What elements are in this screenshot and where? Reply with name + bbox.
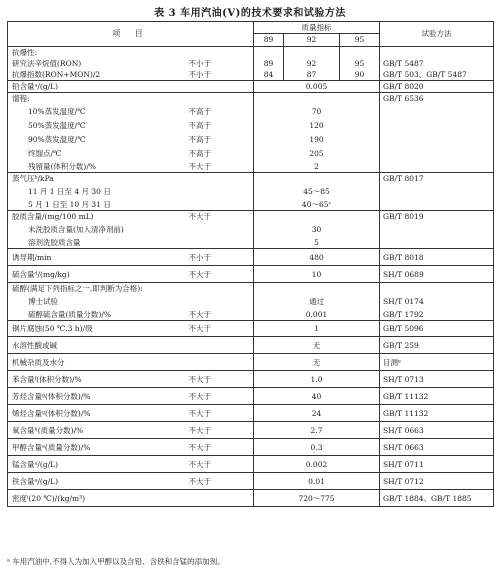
row-item-label: 硫醇(满足下列指标之一,即判断为合格):: [8, 283, 186, 295]
table-row: [8, 371, 494, 388]
row-item-label: 硫含量ᵈ/(mg/kg): [8, 266, 186, 283]
row-value-all-grades: 2.7: [254, 422, 380, 439]
row-item-label: 硫醇硫含量(质量分数)/%: [8, 309, 186, 321]
row-item-label: 胶质含量/(mg/100 mL): [8, 211, 186, 223]
row-test-method: GB/T 5096: [380, 321, 494, 337]
row-limit: 不高于: [186, 147, 254, 161]
table-row: [8, 456, 494, 473]
table-row: [8, 147, 494, 161]
table-row: [8, 422, 494, 439]
row-limit: 不高于: [186, 119, 254, 133]
row-item-label: 研究法辛烷值(RON): [8, 58, 186, 69]
row-test-method: SH/T 0663: [380, 439, 494, 456]
header-grade-89: 89: [254, 34, 284, 47]
row-item-label: 抗爆性:: [8, 47, 186, 58]
row-value-all-grades: 40～65ᶜ: [254, 199, 380, 211]
row-value-all-grades: 0.001: [254, 309, 380, 321]
row-limit: [186, 237, 254, 249]
row-value-all-grades: [254, 283, 380, 295]
row-item-label: 博士试验: [8, 295, 186, 309]
table-row: [8, 283, 494, 295]
row-test-method: GB/T 259: [380, 337, 494, 354]
row-value-all-grades: 45～85: [254, 185, 380, 199]
header-item: 项 目: [8, 22, 254, 47]
row-limit: [186, 81, 254, 93]
row-limit: [186, 223, 254, 237]
row-test-method: GB/T 8017: [380, 173, 494, 185]
row-item-label: 终馏点/℃: [8, 147, 186, 161]
row-limit: 不大于: [186, 266, 254, 283]
table-row: [8, 47, 494, 58]
row-test-method: [380, 185, 494, 199]
row-test-method: GB/T 8018: [380, 249, 494, 266]
row-value-all-grades: [254, 211, 380, 223]
row-test-method: SH/T 0711: [380, 456, 494, 473]
row-limit: 不小于: [186, 249, 254, 266]
row-test-method: SH/T 0663: [380, 422, 494, 439]
row-item-label: 密度ⁱ(20 ℃)/(kg/m³): [8, 490, 186, 507]
row-limit: [186, 93, 254, 105]
row-test-method: [380, 47, 494, 58]
row-value-all-grades: 无: [254, 354, 380, 371]
row-test-method: SH/T 0174: [380, 295, 494, 309]
row-test-method: GB/T 503、GB/T 5487: [380, 69, 494, 81]
row-item-label: 50%蒸发温度/℃: [8, 119, 186, 133]
row-item-label: 诱导期/min: [8, 249, 186, 266]
table-row: [8, 237, 494, 249]
table-row: [8, 69, 494, 81]
row-value-all-grades: [254, 173, 380, 185]
row-limit: 不小于: [186, 69, 254, 81]
table-row: [8, 266, 494, 283]
row-limit: 不大于: [186, 321, 254, 337]
row-test-method: GB/T 1792: [380, 309, 494, 321]
table-row: [8, 81, 494, 93]
table-row: [8, 354, 494, 371]
table-row: [8, 439, 494, 456]
row-limit: [186, 337, 254, 354]
row-item-label: 11 月 1 日至 4 月 30 日: [8, 185, 186, 199]
row-value-all-grades: 120: [254, 119, 380, 133]
row-value-grade-89: 84: [254, 69, 284, 81]
row-test-method: SH/T 0689: [380, 266, 494, 283]
table-row: [8, 309, 494, 321]
row-test-method: GB/T 5487: [380, 58, 494, 69]
row-item-label: 氧含量ʰ(质量分数)/%: [8, 422, 186, 439]
row-value-all-grades: 190: [254, 133, 380, 147]
row-limit: 不大于: [186, 388, 254, 405]
row-value-grade-92: 92: [284, 58, 340, 69]
row-value-all-grades: [254, 93, 380, 105]
row-test-method: [380, 283, 494, 295]
row-value-grade-92: 87: [284, 69, 340, 81]
row-test-method: [380, 161, 494, 173]
row-value-all-grades: 1.0: [254, 371, 380, 388]
row-value-all-grades: 0.01: [254, 473, 380, 490]
row-item-label: 苯含量ᶠ(体积分数)/%: [8, 371, 186, 388]
table-row: [8, 405, 494, 422]
row-test-method: SH/T 0712: [380, 473, 494, 490]
row-limit: 不高于: [186, 133, 254, 147]
row-item-label: 抗爆指数(RON+MON)/2: [8, 69, 186, 81]
row-item-label: 铜片腐蚀(50 ℃,3 h)/级: [8, 321, 186, 337]
row-limit: 不大于: [186, 405, 254, 422]
row-value-grade-89: 89: [254, 58, 284, 69]
table-row: [8, 223, 494, 237]
row-item-label: 铁含量ᵃ/(g/L): [8, 473, 186, 490]
row-test-method: GB/T 11132: [380, 405, 494, 422]
row-value-all-grades: 0.005: [254, 81, 380, 93]
table-row: [8, 211, 494, 223]
row-limit: [186, 173, 254, 185]
table-row: [8, 58, 494, 69]
row-value-all-grades: 10: [254, 266, 380, 283]
row-value-all-grades: 通过: [254, 295, 380, 309]
row-value-all-grades: 2: [254, 161, 380, 173]
row-value-grade-95: [340, 47, 380, 58]
row-value-all-grades: 无: [254, 337, 380, 354]
row-item-label: 10%蒸发温度/℃: [8, 105, 186, 119]
table-row: [8, 199, 494, 211]
table-row: [8, 105, 494, 119]
table-row: [8, 133, 494, 147]
row-limit: 不大于: [186, 456, 254, 473]
row-test-method: GB/T 11132: [380, 388, 494, 405]
row-value-all-grades: 1: [254, 321, 380, 337]
row-limit: [186, 490, 254, 507]
table-row: [8, 321, 494, 337]
row-item-label: 残留量(体积分数)/%: [8, 161, 186, 173]
row-test-method: [380, 133, 494, 147]
row-limit: 不大于: [186, 439, 254, 456]
row-value-all-grades: 0.002: [254, 456, 380, 473]
row-limit: [186, 354, 254, 371]
row-item-label: 蒸气压ᵇ/kPa: [8, 173, 186, 185]
row-limit: [186, 47, 254, 58]
table-caption: 表 3 车用汽油(Ⅴ)的技术要求和试验方法: [154, 8, 346, 19]
row-item-label: 铅含量ᵃ/(g/L): [8, 81, 186, 93]
table-row: [8, 161, 494, 173]
row-item-label: 甲醇含量ᵃ(质量分数)/%: [8, 439, 186, 456]
row-value-all-grades: 0.3: [254, 439, 380, 456]
row-test-method: [380, 105, 494, 119]
row-limit: 不大于: [186, 211, 254, 223]
row-test-method: 目测ᵉ: [380, 354, 494, 371]
row-test-method: [380, 237, 494, 249]
row-item-label: 溶剂洗胶质含量: [8, 237, 186, 249]
row-test-method: GB/T 6536: [380, 93, 494, 105]
row-limit: 不大于: [186, 473, 254, 490]
row-item-label: 馏程:: [8, 93, 186, 105]
row-value-all-grades: 480: [254, 249, 380, 266]
row-value-grade-95: 95: [340, 58, 380, 69]
table-row: [8, 249, 494, 266]
row-item-label: 锰含量ᵃ/(g/L): [8, 456, 186, 473]
row-limit: 不大于: [186, 371, 254, 388]
row-item-label: 机械杂质及水分: [8, 354, 186, 371]
row-limit: 不大于: [186, 422, 254, 439]
row-limit: [186, 283, 254, 295]
row-item-label: 90%蒸发温度/℃: [8, 133, 186, 147]
table-row: [8, 490, 494, 507]
header-grade-95: 95: [340, 34, 380, 47]
header-grade-group: 质量指标: [254, 22, 380, 34]
row-value-all-grades: 24: [254, 405, 380, 422]
table-row: [8, 337, 494, 354]
row-value-grade-89: [254, 47, 284, 58]
row-test-method: GB/T 8020: [380, 81, 494, 93]
row-item-label: 芳烃含量ᵍ(体积分数)/%: [8, 388, 186, 405]
row-test-method: SH/T 0713: [380, 371, 494, 388]
row-item-label: 5 月 1 日至 10 月 31 日: [8, 199, 186, 211]
row-limit: [186, 185, 254, 199]
row-limit: 不大于: [186, 161, 254, 173]
row-value-grade-95: 90: [340, 69, 380, 81]
header-method: 试验方法: [380, 22, 494, 47]
row-value-all-grades: 5: [254, 237, 380, 249]
row-test-method: [380, 119, 494, 133]
row-test-method: GB/T 1884、GB/T 1885: [380, 490, 494, 507]
table-row: [8, 119, 494, 133]
row-test-method: [380, 147, 494, 161]
row-test-method: GB/T 8019: [380, 211, 494, 223]
table-row: [8, 185, 494, 199]
table-row: [8, 388, 494, 405]
row-limit: [186, 295, 254, 309]
row-limit: 不小于: [186, 58, 254, 69]
spec-table: [7, 21, 494, 507]
row-value-grade-92: [284, 47, 340, 58]
row-test-method: [380, 199, 494, 211]
table-row: [8, 295, 494, 309]
header-grade-92: 92: [284, 34, 340, 47]
row-value-all-grades: 70: [254, 105, 380, 119]
row-limit: 不高于: [186, 105, 254, 119]
table-row: [8, 473, 494, 490]
row-test-method: [380, 223, 494, 237]
row-value-all-grades: 720～775: [254, 490, 380, 507]
row-item-label: 水溶性酸或碱: [8, 337, 186, 354]
row-limit: [186, 199, 254, 211]
footnote: ᵃ 车用汽油中,不得人为加入甲醇以及含铅、含铁和含锰的添加剂。: [7, 557, 225, 566]
row-value-all-grades: 205: [254, 147, 380, 161]
row-item-label: 未洗胶质含量(加入清净剂前): [8, 223, 186, 237]
row-limit: 不大于: [186, 309, 254, 321]
row-item-label: 烯烃含量ᵍ(体积分数)/%: [8, 405, 186, 422]
table-row: [8, 173, 494, 185]
table-row: [8, 93, 494, 105]
row-value-all-grades: 30: [254, 223, 380, 237]
row-value-all-grades: 40: [254, 388, 380, 405]
